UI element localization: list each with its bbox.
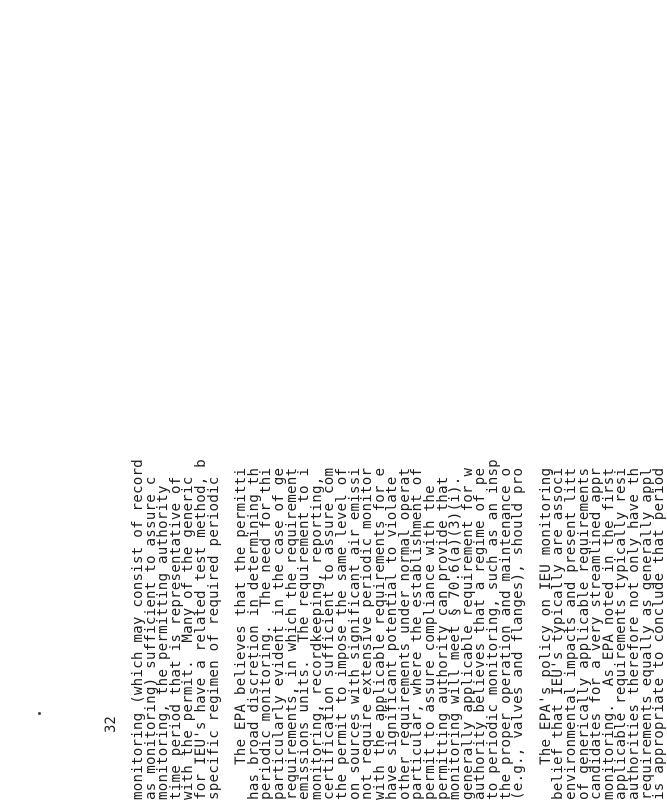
- text-line: requirements, in which the requirement: [283, 467, 300, 800]
- text-line: for IEU's have a related test method, b: [192, 459, 209, 800]
- text-line: specific regimen of required periodic: [205, 476, 222, 800]
- text-line: requirements equally as generally appl: [638, 467, 655, 800]
- text-line: authorities therefore not only have th: [625, 467, 642, 800]
- text-line: monitoring, recordkeeping, reporting,: [308, 476, 325, 800]
- text-line: not require extensive periodic monitor: [359, 467, 376, 800]
- text-line: certification sufficient to assure com: [321, 467, 338, 800]
- text-line: particularly evident in the case of ge: [270, 467, 287, 800]
- text-line: the proper operation and maintenance o: [497, 467, 514, 800]
- text-line: periodic monitoring. The need for thi: [258, 467, 275, 800]
- text-line: The EPA's policy on IEU monitoring: [537, 467, 554, 800]
- page-number: 32: [103, 716, 119, 733]
- text-line: monitoring will meet § 70.6(a)(3)(i).: [447, 476, 464, 800]
- text-line: authority believes that a regime of pe: [472, 467, 489, 800]
- text-line: with the applicable requirements for e: [371, 467, 388, 800]
- paragraph-1: [132, 288, 220, 800]
- text-line: as monitoring) sufficient to assure c: [142, 476, 159, 800]
- rotated-text-block: [132, 288, 666, 800]
- paragraph-2: [235, 288, 525, 800]
- text-line: permitting authority can provide that: [434, 476, 451, 800]
- text-line: The EPA believes that the permitti: [233, 467, 250, 800]
- text-line: belief that IEU's typically are associ: [550, 467, 567, 800]
- text-line: has broad discretion in determining th: [245, 467, 262, 800]
- text-line: monitoring. As EPA noted in the first: [600, 467, 617, 800]
- text-line: monitoring, the permitting authority: [155, 485, 172, 800]
- text-line: monitoring (which may consist of record: [130, 459, 146, 800]
- text-line: the permit to impose the same level of: [333, 467, 350, 800]
- paragraph-3: [537, 288, 667, 800]
- text-line: generally applicable requirement for w: [459, 467, 476, 800]
- text-line: particular, where the establishment of: [409, 467, 426, 800]
- text-line: of generically applicable requirements: [575, 467, 592, 800]
- text-line: is appropriate to conclude that period: [651, 467, 667, 800]
- text-line: permit to assure compliance with the: [422, 485, 439, 800]
- text-line: emissions units. The requirement to i: [296, 467, 313, 800]
- text-line: to periodic monitoring, such as an insp: [485, 459, 502, 800]
- text-line: with the permit. Many of the generic: [180, 476, 197, 800]
- scan-speck: [38, 712, 41, 715]
- text-line: candidates for a very streamlined appr: [588, 467, 605, 800]
- text-line: have significant potential to violate: [384, 476, 401, 800]
- text-line: environmental impacts and present litt: [563, 467, 579, 800]
- text-line: other requirements under normal operat: [396, 467, 413, 800]
- text-line: on sources with significant air emissi: [346, 467, 363, 800]
- text-line: applicable requirements typically resi: [613, 467, 630, 800]
- text-line: time period that is representative of: [167, 476, 184, 800]
- text-line: (e.g., valves and flanges), should pro: [510, 467, 527, 800]
